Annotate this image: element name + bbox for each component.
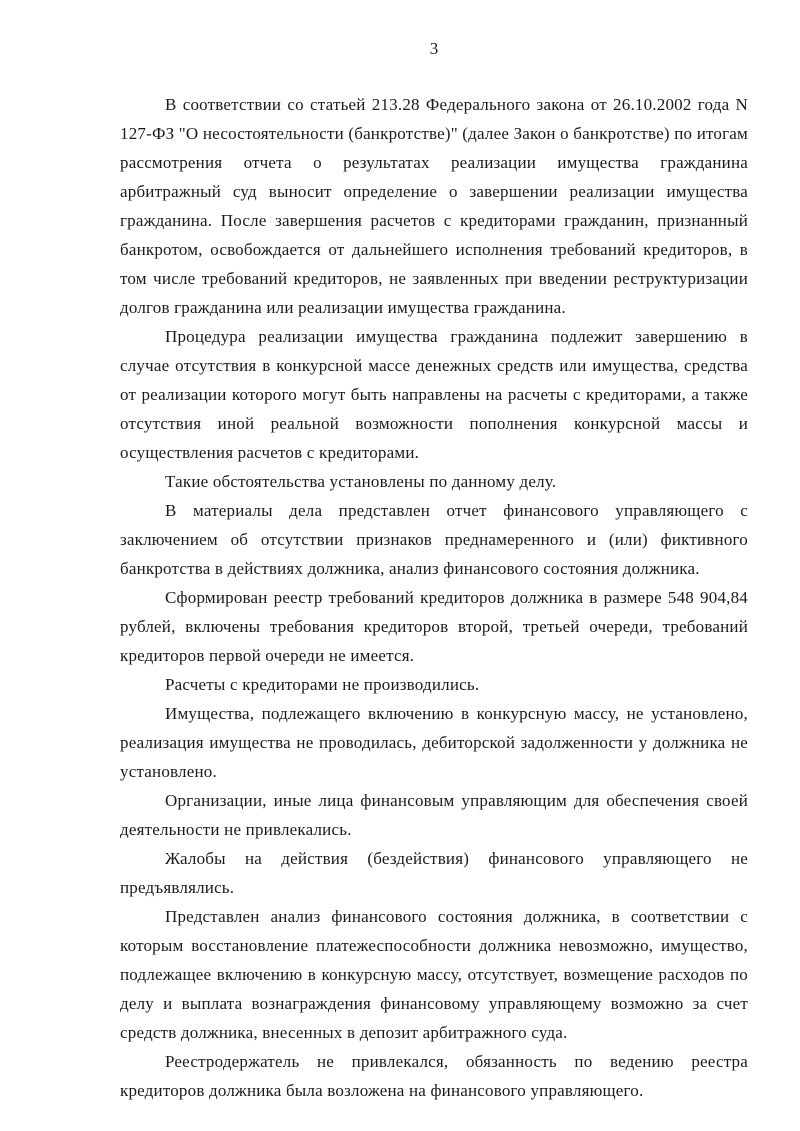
- paragraph: Сформирован реестр требований кредиторов должника в размере 548 904,84 рублей, включены требования кредиторов второй, третьей очереди, требований кредиторов первой очереди не имеется.: [120, 588, 748, 665]
- paragraph: Жалобы на действия (бездействия) финансового управляющего не предъявлялись.: [120, 849, 748, 897]
- page-number: 3: [429, 39, 439, 58]
- paragraph: Расчеты с кредиторами не производились.: [165, 675, 480, 694]
- document-body: [120, 90, 748, 1105]
- paragraph: Реестродержатель не привлекался, обязанность по ведению реестра кредиторов должника была возложена на финансового управляющего.: [120, 1052, 748, 1100]
- paragraph: Организации, иные лица финансовым управляющим для обеспечения своей деятельности не привлекались.: [120, 791, 748, 839]
- paragraph: Такие обстоятельства установлены по данному делу.: [165, 472, 557, 491]
- paragraph: Представлен анализ финансового состояния должника, в соответствии с которым восстановление платежеспособности должника невозможно, имущество, подлежащее включению в конкурсную массу, отсутствует, возмещение расходов по делу и выплата вознаграждения финансовому управляющему возможно за счет средств должника, внесенных в депозит арбитражного суда.: [120, 907, 748, 1042]
- paragraph: В материалы дела представлен отчет финансового управляющего с заключением об отсутствии признаков преднамеренного и (или) фиктивного банкротства в действиях должника, анализ финансового состояния должника.: [120, 501, 748, 578]
- paragraph: Процедура реализации имущества гражданина подлежит завершению в случае отсутствия в конкурсной массе денежных средств или имущества, средства от реализации которого могут быть направлены на расчеты с кредиторами, а также отсутствия иной реальной возможности пополнения конкурсной массы и осуществления расчетов с кредиторами.: [120, 327, 748, 462]
- paragraph: В соответствии со статьей 213.28 Федерального закона от 26.10.2002 года N 127-ФЗ "О несостоятельности (банкротстве)" (далее Закон о банкротстве) по итогам рассмотрения отчета о результатах реализации имущества гражданина арбитражный суд выносит определение о завершении реализации имущества гражданина. После завершения расчетов с кредиторами гражданин, признанный банкротом, освобождается от дальнейшего исполнения требований кредиторов, в том числе требований кредиторов, не заявленных при введении реструктуризации долгов гражданина или реализации имущества гражданина.: [120, 95, 748, 317]
- paragraph: Имущества, подлежащего включению в конкурсную массу, не установлено, реализация имущества не проводилась, дебиторской задолженности у должника не установлено.: [120, 704, 748, 781]
